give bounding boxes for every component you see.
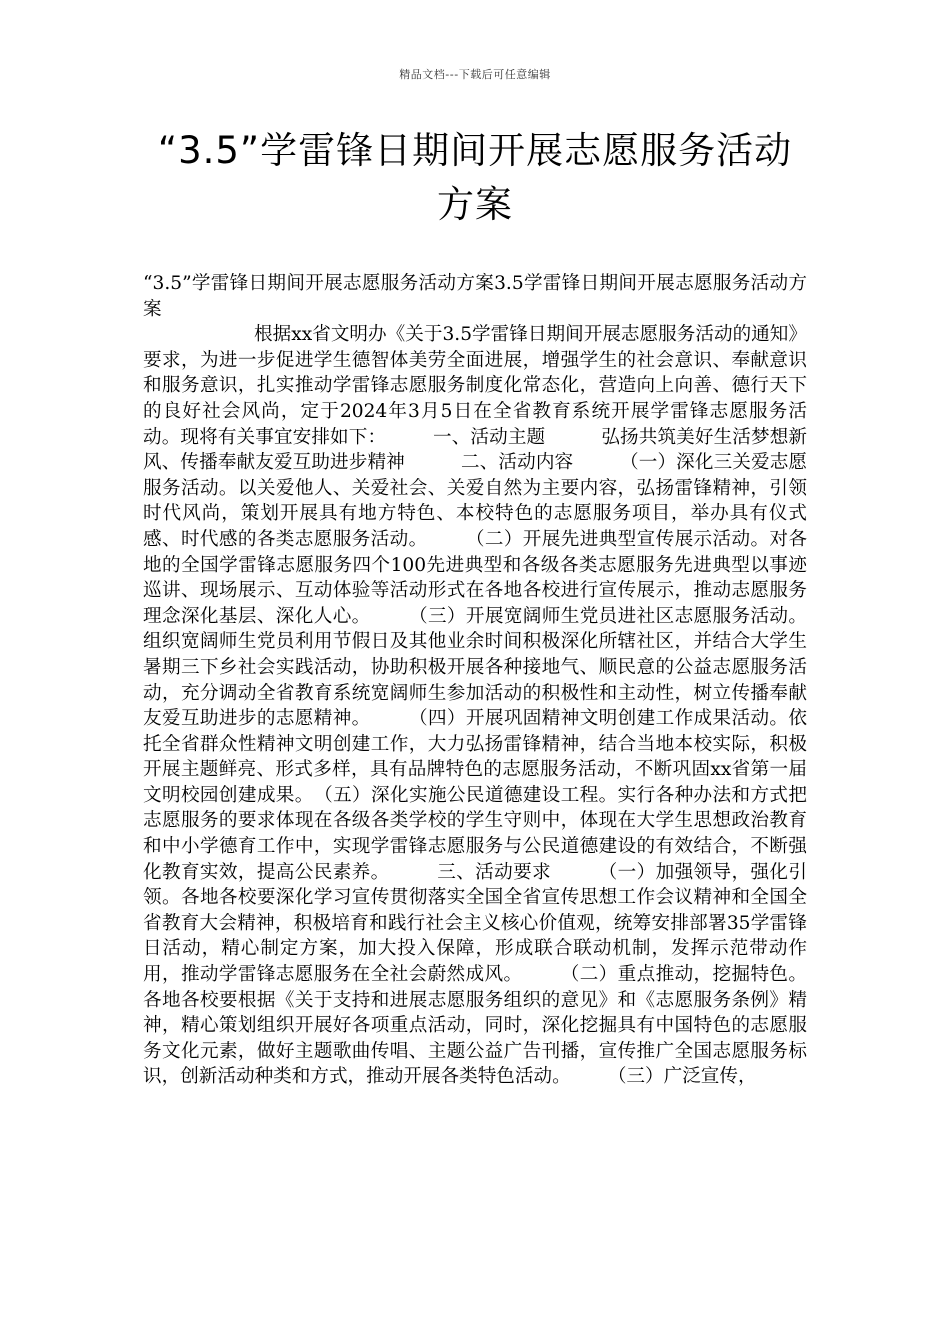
lead-paragraph: “3.5”学雷锋日期间开展志愿服务活动方案3.5学雷锋日期间开展志愿服务活动方案 [143,273,807,320]
document-title: “3.5”学雷锋日期间开展志愿服务活动方案 [157,129,793,226]
page-header-note: 精品文档---下载后可任意编辑 [399,68,551,81]
document-body [143,271,807,1090]
main-paragraph: 根据xx省文明办《关于3.5学雷锋日期间开展志愿服务活动的通知》要求，为进一步促进学生德智体美劳全面进展，增强学生的社会意识、奉献意识和服务意识，扎实推动学雷锋志愿服务制度化常态化，营造向上向善、德行天下的良好社会风尚，定于2024年3月5日在全省教育系统开展学雷锋志愿服务活动。现将有关事宜安排如下： 一、活动主题 弘扬共筑美好生活梦想新风、传播奉献友爱互助进步精神 二、活动内容 （一）深化三关爱志愿服务活动。以关爱他人、关爱社会、关爱自然为主要内容，弘扬雷锋精神，引领时代风尚，策划开展具有地方特色、本校特色的志愿服务项目，举办具有仪式感、时代感的各类志愿服务活动。 （二）开展先进典型宣传展示活动。对各地的全国学雷锋志愿服务四个100先进典型和各级各类志愿服务先进典型以事迹巡讲、现场展示、互动体验等活动形式在各地各校进行宣传展示，推动志愿服务理念深化基层、深化人心。 （三）开展宽阔师生党员进社区志愿服务活动。组织宽阔师生党员利用节假日及其他业余时间积极深化所辖社区，并结合大学生暑期三下乡社会实践活动，协助积极开展各种接地气、顺民意的公益志愿服务活动，充分调动全省教育系统宽阔师生参加活动的积极性和主动性，树立传播奉献友爱互助进步的志愿精神。 （四）开展巩固精神文明创建工作成果活动。依托全省群众性精神文明创建工作，大力弘扬雷锋精神，结合当地本校实际，积极开展主题鲜亮、形式多样，具有品牌特色的志愿服务活动，不断巩固xx省第一届文明校园创建成果。 （五）深化实施公民道德建设工程。实行各种办法和方式把志愿服务的要求体现在各级各类学校的学生守则中，体现在大学生思想政治教育和中小学德育工作中，实现学雷锋志愿服务与公民道德建设的有效结合，不断强化教育实效，提高公民素养。 三、活动要求 （一）加强领导，强化引领。各地各校要深化学习宣传贯彻落实全国全省宣传思想工作会议精神和全国全省教育大会精神，积极培育和践行社会主义核心价值观，统筹安排部署35学雷锋日活动，精心制定方案，加大投入保障，形成联合联动机制，发挥示范带动作用，推动学雷锋志愿服务在全社会蔚然成风。 （二）重点推动，挖掘特色。各地各校要根据《关于支持和进展志愿服务组织的意见》和《志愿服务条例》精神，精心策划组织开展好各项重点活动，同时，深化挖掘具有中国特色的志愿服务文化元素，做好主题歌曲传唱、主题公益广告刊播，宣传推广全国志愿服务标识，创新活动种类和方式，推动开展各类特色活动。 （三）广泛宣传， [143,324,807,1088]
